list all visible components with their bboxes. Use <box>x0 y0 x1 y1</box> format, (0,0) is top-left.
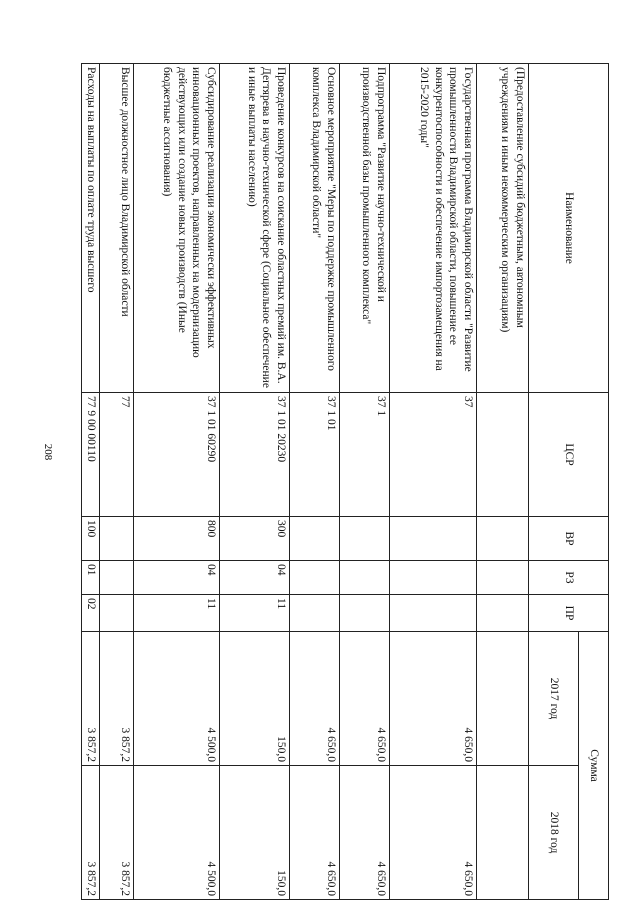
rotated-page-content <box>85 63 609 899</box>
cell-csr: 37 1 <box>340 393 390 517</box>
cell-vr <box>390 517 477 561</box>
cell-vr <box>340 517 390 561</box>
cell-2018: 4 650,0 <box>390 766 477 900</box>
cell-2018: 4 650,0 <box>290 766 340 900</box>
cell-rz <box>390 561 477 595</box>
header-name: Наименование <box>529 64 609 393</box>
cell-rz <box>477 561 529 595</box>
cell-pr: 02 <box>82 595 100 632</box>
cell-pr <box>100 595 134 632</box>
cell-csr <box>477 393 529 517</box>
cell-vr: 800 <box>134 517 220 561</box>
cell-2017 <box>477 632 529 766</box>
cell-csr: 77 9 00 00110 <box>82 393 100 517</box>
cell-2017: 3 857,2 <box>82 632 100 766</box>
cell-rz: 01 <box>82 561 100 595</box>
cell-vr <box>477 517 529 561</box>
cell-pr <box>390 595 477 632</box>
cell-2017: 4 650,0 <box>290 632 340 766</box>
table-row <box>100 64 134 900</box>
cell-vr <box>100 517 134 561</box>
cell-csr: 77 <box>100 393 134 517</box>
page-number: 208 <box>42 443 54 461</box>
cell-pr <box>290 595 340 632</box>
cell-2018: 3 857,2 <box>82 766 100 900</box>
cell-csr: 37 1 01 <box>290 393 340 517</box>
cell-rz <box>340 561 390 595</box>
cell-2017: 4 650,0 <box>340 632 390 766</box>
cell-rz: 04 <box>220 561 290 595</box>
cell-name: Подпрограмма "Развитие научно-технической и производственной базы промышленного комплекса" <box>340 64 390 393</box>
cell-rz <box>290 561 340 595</box>
cell-2018 <box>477 766 529 900</box>
cell-name: Субсидирование реализации экономически эффективных инновационных проектов, направленных на модернизацию действующих или создание новых производств (Иные бюджетные ассигнования) <box>134 64 220 393</box>
cell-2017: 4 500,0 <box>134 632 220 766</box>
cell-vr: 300 <box>220 517 290 561</box>
cell-2017: 4 650,0 <box>390 632 477 766</box>
header-vr: ВР <box>529 517 609 561</box>
table-row <box>477 64 529 900</box>
budget-table <box>81 63 609 900</box>
cell-2017: 150,0 <box>220 632 290 766</box>
cell-name: Расходы на выплаты по оплате труда высшего <box>82 64 100 393</box>
table-row <box>340 64 390 900</box>
cell-vr: 100 <box>82 517 100 561</box>
table-row <box>134 64 220 900</box>
cell-csr: 37 1 01 20230 <box>220 393 290 517</box>
cell-vr <box>290 517 340 561</box>
cell-2018: 150,0 <box>220 766 290 900</box>
cell-2017: 3 857,2 <box>100 632 134 766</box>
cell-2018: 4 650,0 <box>340 766 390 900</box>
header-sum: Сумма <box>579 632 609 900</box>
cell-2018: 4 500,0 <box>134 766 220 900</box>
cell-csr: 37 <box>390 393 477 517</box>
cell-name: Проведение конкурсов на соискание областных премий им. В.А. Дегтярева в научно-технической сфере (Социальное обеспечение и иные выплаты населению) <box>220 64 290 393</box>
cell-csr: 37 1 01 60290 <box>134 393 220 517</box>
cell-name: Государственная программа Владимирской области "Развитие промышленности Владимирской области, повышение ее конкурентоспособности и обеспечение импортозамещения на 2015-2020 годы" <box>390 64 477 393</box>
cell-rz: 04 <box>134 561 220 595</box>
cell-name: Основное мероприятие "Меры по поддержке промышленного комплекса Владимирской области" <box>290 64 340 393</box>
cell-pr <box>340 595 390 632</box>
table-row <box>82 64 100 900</box>
table-row <box>220 64 290 900</box>
cell-2018: 3 857,2 <box>100 766 134 900</box>
header-csr: ЦСР <box>529 393 609 517</box>
header-year-2017: 2017 год <box>529 632 579 766</box>
cell-name: (Предоставление субсидий бюджетным, автономным учреждениям и иным некоммерческим организациям) <box>477 64 529 393</box>
table-row <box>290 64 340 900</box>
cell-pr: 11 <box>220 595 290 632</box>
cell-name: Высшее должностное лицо Владимирской области <box>100 64 134 393</box>
header-year-2018: 2018 год <box>529 766 579 900</box>
cell-pr: 11 <box>134 595 220 632</box>
table-row <box>390 64 477 900</box>
cell-rz <box>100 561 134 595</box>
header-rz: РЗ <box>529 561 609 595</box>
cell-pr <box>477 595 529 632</box>
header-pr: ПР <box>529 595 609 632</box>
